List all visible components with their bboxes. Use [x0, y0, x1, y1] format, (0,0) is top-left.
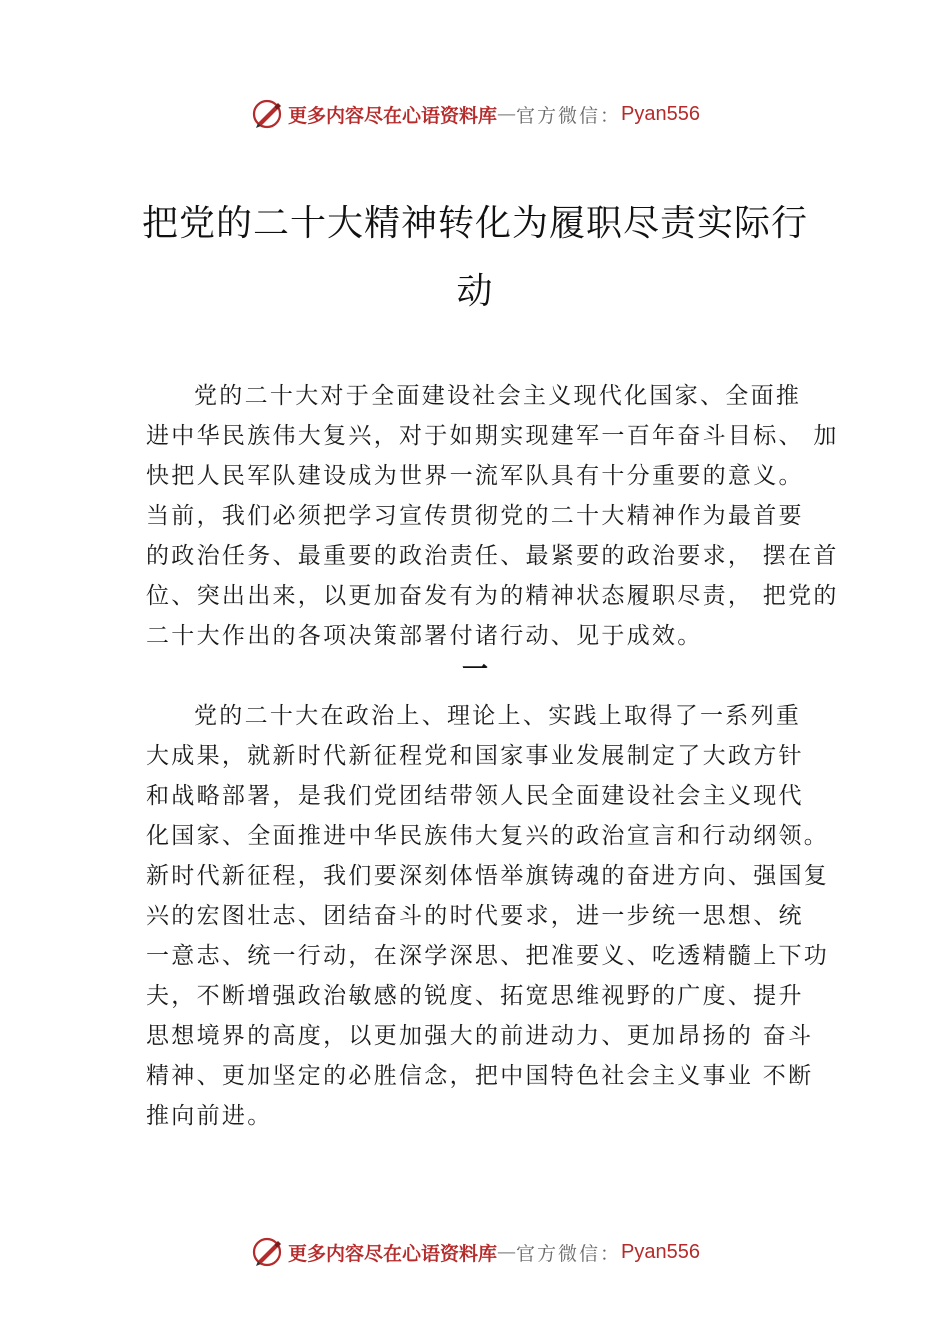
- paragraph-line: 和战略部署，是我们党团结带领人民全面建设社会主义现代: [146, 783, 804, 809]
- paragraph-line: 新时代新征程，我们要深刻体悟举旗铸魂的奋进方向、强国复: [146, 863, 830, 889]
- banner-library-text: 更多内容尽在心语资料库: [288, 104, 498, 127]
- paragraph-line: 一意志、统一行动，在深学深思、把准要义、吃透精髓上下功: [146, 943, 830, 969]
- banner-library-text: 更多内容尽在心语资料库: [288, 1242, 498, 1265]
- paragraph-line: 位、突出出来，以更加奋发有为的精神状态履职尽责， 把党的: [146, 583, 839, 609]
- document-title-line-1: 把党的二十大精神转化为履职尽责实际行: [141, 203, 808, 244]
- paragraph-line: 快把人民军队建设成为世界一流军队具有十分重要的意义。: [146, 463, 804, 489]
- paragraph-line: 进中华民族伟大复兴，对于如期实现建军一百年奋斗目标、 加: [146, 423, 839, 449]
- paragraph-1: [146, 376, 839, 656]
- paragraph-line: 大成果，就新时代新征程党和国家事业发展制定了大政方针: [146, 743, 804, 769]
- banner-wechat-handle: Pyan556: [621, 102, 700, 125]
- paragraph-2: [146, 696, 836, 1136]
- paragraph-line: 二十大作出的各项决策部署付诸行动、见于成效。: [146, 623, 703, 649]
- paragraph-line: 精神、更加坚定的必胜信念，把中国特色社会主义事业 不断: [146, 1063, 814, 1089]
- header-watermark-banner: [0, 94, 950, 134]
- paragraph-line: 党的二十大在政治上、理论上、实践上取得了一系列重: [194, 703, 802, 729]
- banner-wechat-label: 官方微信：: [516, 104, 622, 127]
- paragraph-line: 党的二十大对于全面建设社会主义现代化国家、全面推: [194, 383, 802, 409]
- banner-separator: —: [497, 1241, 517, 1263]
- paragraph-line: 夫，不断增强政治敏感的锐度、拓宽思维视野的广度、提升: [146, 983, 804, 1009]
- paragraph-line: 推向前进。: [146, 1103, 273, 1129]
- document-title-line-2: 动: [456, 271, 494, 312]
- paragraph-line: 的政治任务、最重要的政治责任、最紧要的政治要求， 摆在首: [146, 543, 839, 569]
- paragraph-line: 当前，我们必须把学习宣传贯彻党的二十大精神作为最首要: [146, 503, 804, 529]
- footer-watermark-banner: [0, 1232, 950, 1272]
- banner-wechat-label: 官方微信：: [516, 1242, 622, 1265]
- paragraph-line: 思想境界的高度，以更加强大的前进动力、更加昂扬的 奋斗: [146, 1023, 814, 1049]
- paragraph-line: 兴的宏图壮志、团结奋斗的时代要求，进一步统一思想、统: [146, 903, 804, 929]
- pen-logo-icon: [250, 97, 284, 131]
- section-number: 一: [461, 655, 488, 685]
- pen-logo-icon: [250, 1235, 284, 1269]
- banner-wechat-handle: Pyan556: [621, 1240, 700, 1263]
- banner-separator: —: [497, 103, 517, 125]
- paragraph-line: 化国家、全面推进中华民族伟大复兴的政治宣言和行动纲领。: [146, 823, 830, 849]
